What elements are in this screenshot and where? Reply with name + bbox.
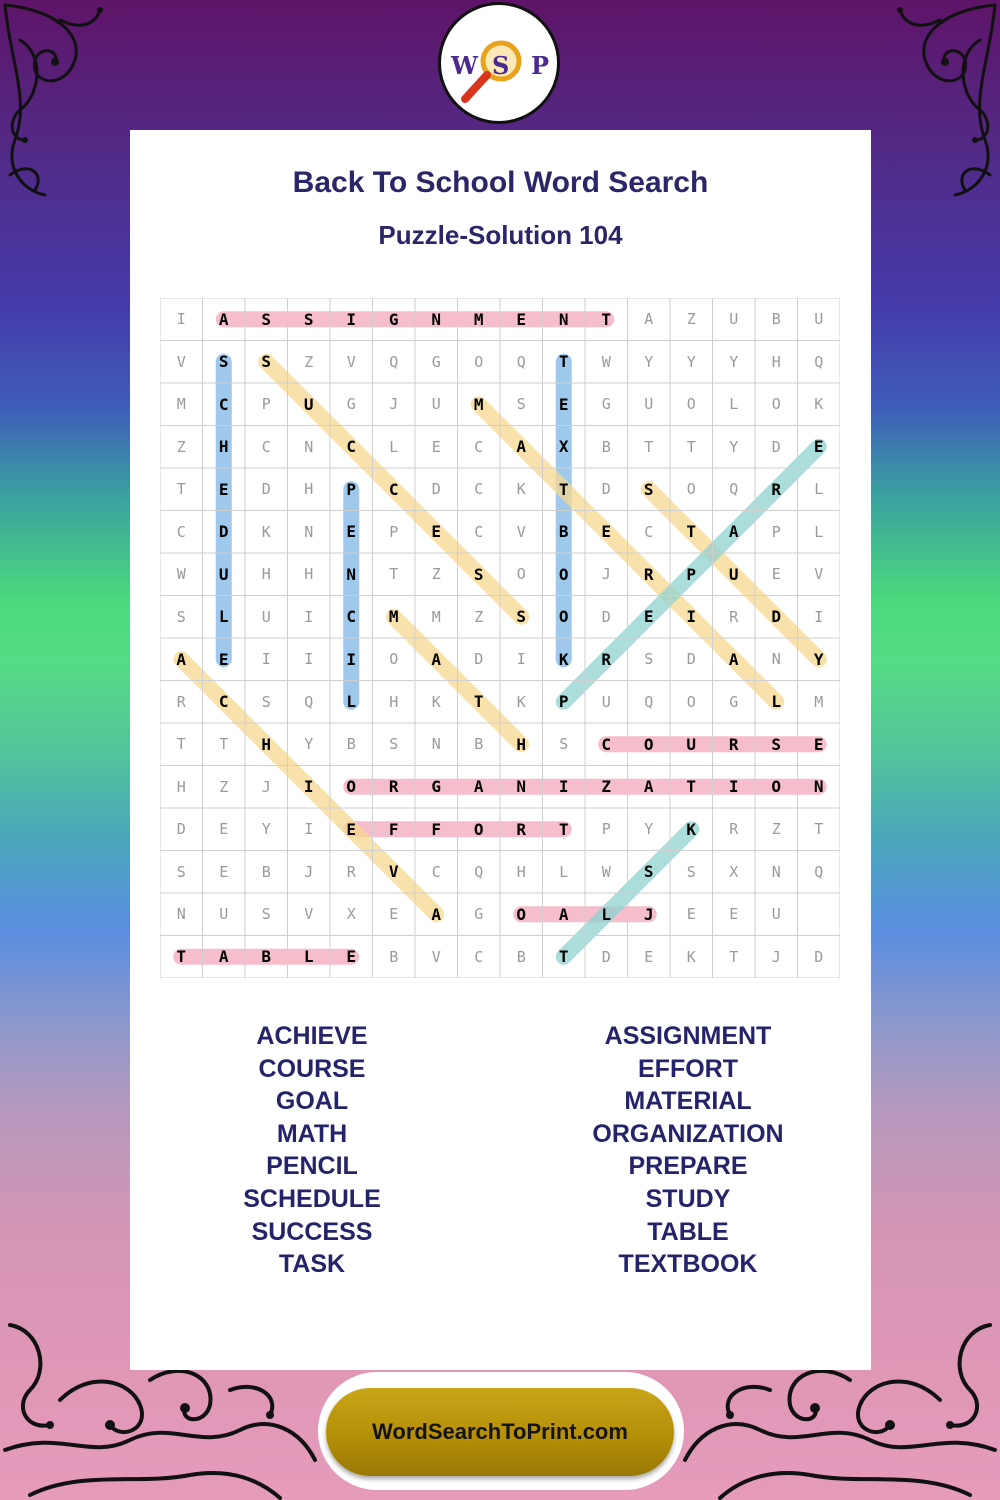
word-list-item: SUCCESS [251,1217,373,1246]
grid-cell[interactable]: D [431,480,441,499]
grid-cell[interactable]: A [473,777,484,797]
grid-cell[interactable]: L [771,692,782,712]
grid-cell[interactable]: C [431,862,441,881]
word-list-item: STUDY [645,1184,731,1213]
grid-cell[interactable]: K [686,947,696,966]
flourish-top-left-icon [0,0,120,210]
grid-cell[interactable]: H [304,480,314,499]
grid-cell[interactable]: P [558,692,569,712]
grid-cell[interactable]: I [304,607,314,626]
grid-cell[interactable]: N [771,650,781,669]
grid-cell[interactable]: H [261,734,272,754]
grid-cell[interactable]: M [431,607,441,626]
grid-cell[interactable]: T [601,309,612,329]
grid-cell[interactable]: M [473,394,484,414]
grid-cell[interactable]: S [176,607,186,626]
grid-cell[interactable]: U [814,310,824,329]
puzzle-title: Back To School Word Search [292,166,709,199]
grid-cell[interactable]: E [601,522,612,542]
grid-cell[interactable]: T [558,819,569,839]
grid-cell[interactable]: N [813,777,824,797]
grid-cell[interactable]: D [474,650,484,669]
grid-cell[interactable]: N [431,735,441,754]
grid-cell[interactable]: T [644,437,654,456]
website-link-button[interactable] [326,1388,674,1476]
grid-cell[interactable]: C [474,522,484,541]
grid-cell[interactable]: E [729,905,739,924]
word-list-item: PREPARE [628,1152,748,1181]
grid-cell[interactable]: U [686,734,697,754]
grid-cell[interactable]: I [728,777,739,797]
grid-cell[interactable]: B [771,310,781,329]
grid-cell[interactable]: A [643,777,654,797]
grid-cell[interactable]: G [431,352,441,371]
grid-cell[interactable]: D [814,947,824,966]
grid-cell[interactable]: I [346,649,357,669]
grid-cell[interactable]: C [474,437,484,456]
grid-cell[interactable]: S [261,309,272,329]
grid-cell[interactable]: U [219,905,229,924]
grid-cell[interactable]: S [686,862,696,881]
grid-cell[interactable]: V [304,905,314,924]
grid-cell[interactable]: N [304,437,314,456]
grid-cell[interactable]: J [389,395,399,414]
grid-cell[interactable]: A [728,522,739,542]
grid-cell[interactable]: D [771,607,782,627]
grid-cell[interactable]: Q [389,352,399,371]
grid-cell[interactable]: C [601,734,612,754]
grid-cell[interactable]: I [304,650,314,669]
word-list-item: ACHIEVE [256,1022,368,1050]
grid-cell[interactable]: S [261,352,272,372]
grid-cell[interactable]: O [686,692,696,711]
grid-cell[interactable]: Z [176,437,186,456]
word-search-grid [160,298,840,978]
grid-cell[interactable]: N [176,905,186,924]
grid-cell[interactable]: K [516,480,526,499]
grid-cell[interactable]: I [558,777,569,797]
word-list-item: EFFORT [638,1054,738,1083]
grid-cell[interactable]: S [303,309,314,329]
grid-cell[interactable]: O [558,564,569,584]
grid-cell[interactable]: I [346,309,357,329]
grid-cell[interactable]: L [346,692,357,712]
grid-cell[interactable]: Z [601,777,612,797]
grid-cell[interactable]: Q [474,862,484,881]
grid-cell[interactable]: Q [814,862,824,881]
grid-cell[interactable]: L [389,437,399,456]
word-list-right [538,1020,838,1281]
grid-cell[interactable]: H [261,565,271,584]
grid-cell[interactable]: N [346,564,357,584]
grid-cell[interactable]: E [813,437,824,457]
logo-letter-w: W [451,51,478,80]
grid-cell[interactable]: V [346,352,356,371]
grid-cell[interactable]: Y [813,649,824,669]
grid-cell[interactable]: O [686,395,696,414]
grid-cell[interactable]: E [558,394,569,414]
grid-cell[interactable]: A [218,947,229,967]
grid-cell[interactable]: D [686,650,696,669]
grid-cell[interactable]: V [388,862,399,882]
grid-cell[interactable]: O [389,650,399,669]
grid-cell[interactable]: K [261,522,271,541]
grid-cell[interactable]: S [559,735,569,754]
flourish-top-right-icon [880,0,1000,210]
grid-cell[interactable]: E [771,565,781,584]
grid-cell[interactable]: E [346,819,357,839]
grid-cell[interactable]: T [686,437,696,456]
grid-cell[interactable]: O [771,777,782,797]
grid-cell[interactable]: P [771,522,781,541]
grid-cell[interactable]: S [644,650,654,669]
grid-cell[interactable]: E [219,862,229,881]
grid-cell[interactable]: Z [431,565,441,584]
grid-cell[interactable]: B [474,735,484,754]
grid-cell[interactable]: P [686,564,697,584]
grid-cell[interactable]: U [261,607,271,626]
grid-cell[interactable]: D [218,522,229,542]
grid-cell[interactable]: I [261,650,271,669]
grid-cell[interactable]: Z [686,310,696,329]
grid-cell[interactable]: R [388,777,399,797]
word-list-item: PENCIL [266,1152,358,1181]
grid-cell[interactable]: Y [686,352,696,371]
grid-cell[interactable]: U [771,905,781,924]
grid-cell[interactable]: L [814,522,824,541]
grid-cell[interactable]: A [516,437,527,457]
grid-cell[interactable]: S [389,735,399,754]
grid-cell[interactable]: T [176,480,186,499]
grid-cell[interactable]: Q [516,352,526,371]
grid-cell[interactable]: H [176,777,186,796]
grid-cell[interactable]: E [389,905,399,924]
grid-cell[interactable]: S [516,395,526,414]
grid-cell[interactable]: Q [814,352,824,371]
grid-cell[interactable]: I [686,607,697,627]
grid-cell[interactable]: G [474,905,484,924]
grid-cell[interactable]: W [601,352,611,371]
grid-cell[interactable]: A [431,649,442,669]
word-list-item: COURSE [258,1054,366,1083]
grid-cell[interactable]: T [729,947,739,966]
grid-cell[interactable]: J [261,777,271,796]
grid-cell[interactable]: M [814,692,824,711]
grid-cell[interactable]: G [431,777,442,797]
grid-cell[interactable]: J [771,947,781,966]
grid-cell[interactable]: X [346,905,356,924]
grid-cell[interactable]: R [771,479,782,499]
grid-cell[interactable]: A [558,904,569,924]
grid-cell[interactable]: R [176,692,186,711]
grid-cell[interactable]: Q [729,480,739,499]
grid-cell[interactable]: E [431,437,441,456]
grid-cell[interactable]: L [814,480,824,499]
grid-cell[interactable]: M [388,607,399,627]
grid-cell[interactable]: T [176,947,187,967]
grid-cell[interactable]: S [218,352,229,372]
grid-cell[interactable]: T [814,820,824,839]
grid-cell[interactable]: O [771,395,781,414]
grid-cell[interactable]: T [686,522,697,542]
grid-cell[interactable]: W [601,862,611,881]
grid-cell[interactable]: L [729,395,739,414]
grid-cell[interactable]: Y [261,820,271,839]
grid-cell[interactable]: U [303,394,314,414]
grid-cell[interactable]: K [431,692,441,711]
grid-cell[interactable]: K [686,819,697,839]
grid-cell[interactable]: B [601,437,611,456]
grid-cell[interactable]: G [388,309,399,329]
grid-cell[interactable]: R [346,862,356,881]
grid-cell[interactable]: R [601,649,612,669]
grid-cell[interactable]: Y [644,352,654,371]
grid-cell[interactable]: S [176,862,186,881]
word-list-item: SCHEDULE [243,1184,381,1213]
grid-cell[interactable]: T [219,735,229,754]
grid-cell[interactable]: F [388,819,399,839]
grid-cell[interactable]: O [558,607,569,627]
grid-cell[interactable]: O [643,734,654,754]
grid-cell[interactable]: J [304,862,314,881]
grid-cell[interactable]: M [473,309,484,329]
grid-cell[interactable]: H [304,565,314,584]
grid-cell[interactable]: R [643,564,654,584]
grid-cell[interactable]: V [814,565,824,584]
grid-cell[interactable]: H [771,352,781,371]
grid-cell[interactable]: C [474,480,484,499]
grid-cell[interactable]: C [644,522,654,541]
grid-cell[interactable]: F [431,819,442,839]
grid-cell[interactable]: U [728,564,739,584]
grid-cell[interactable]: U [431,395,441,414]
grid-cell[interactable]: O [516,904,527,924]
grid-cell[interactable]: Z [219,777,229,796]
grid-cell[interactable]: B [261,947,272,967]
word-list-item: MATERIAL [624,1087,752,1116]
grid-cell[interactable]: R [729,820,739,839]
puzzle-card [130,130,871,1370]
puzzle-subtitle: Puzzle-Solution 104 [378,220,623,250]
grid-cell[interactable]: M [176,395,186,414]
grid-cell[interactable]: R [729,607,739,626]
grid-cell[interactable]: Z [304,352,314,371]
grid-cell[interactable]: P [346,479,357,499]
grid-cell[interactable]: D [771,437,781,456]
grid-cell[interactable]: E [346,522,357,542]
grid-cell[interactable]: B [558,522,569,542]
grid-cell[interactable]: B [346,735,356,754]
site-logo[interactable] [438,2,560,124]
grid-cell[interactable]: N [431,309,442,329]
grid-cell[interactable]: R [516,819,527,839]
grid-cell[interactable]: Q [644,692,654,711]
grid-cell[interactable]: C [474,947,484,966]
grid-cell[interactable]: R [728,734,739,754]
grid-cell[interactable]: O [474,352,484,371]
grid-cell[interactable]: L [601,904,612,924]
grid-cell[interactable]: E [431,522,442,542]
grid-cell[interactable]: L [218,607,229,627]
grid-cell[interactable]: I [303,777,314,797]
grid-cell[interactable]: D [176,820,186,839]
grid-cell[interactable]: U [729,310,739,329]
grid-cell[interactable]: E [346,947,357,967]
grid-cell[interactable]: P [601,820,611,839]
grid-cell[interactable]: G [729,692,739,711]
grid-cell[interactable]: T [389,565,399,584]
grid-cell[interactable]: D [601,480,611,499]
grid-cell[interactable]: E [644,947,654,966]
grid-cell[interactable]: T [176,735,186,754]
logo-letter-s: S [492,51,510,80]
grid-cell[interactable]: K [814,395,824,414]
grid-cell[interactable]: D [261,480,271,499]
word-list-item: TASK [278,1250,346,1279]
grid-cell[interactable]: T [558,947,569,967]
grid-cell[interactable]: H [218,437,229,457]
grid-cell[interactable]: V [431,947,441,966]
grid-cell[interactable]: D [601,607,611,626]
grid-cell[interactable]: A [431,904,442,924]
grid-cell[interactable]: S [473,564,484,584]
grid-cell[interactable]: A [728,649,739,669]
grid-cell[interactable]: X [558,437,569,457]
grid-cell[interactable]: C [261,437,271,456]
grid-cell[interactable]: C [218,394,229,414]
grid-cell[interactable]: T [558,352,569,372]
grid-cell[interactable]: C [218,692,229,712]
grid-cell[interactable]: O [686,480,696,499]
grid-cell[interactable]: S [643,479,654,499]
word-list-item: ASSIGNMENT [604,1022,772,1050]
website-link-label: WordSearchToPrint.com [372,1419,628,1444]
grid-cell[interactable]: S [516,607,527,627]
grid-cell[interactable]: I [814,607,824,626]
grid-cell[interactable]: O [516,565,526,584]
grid-cell[interactable]: G [601,395,611,414]
grid-cell[interactable]: U [644,395,654,414]
grid-cell[interactable]: K [516,692,526,711]
logo-letter-p: P [531,51,550,80]
grid-cell[interactable]: B [261,862,271,881]
grid-cell[interactable]: U [218,564,229,584]
grid-cell[interactable]: Y [729,437,739,456]
grid-cell[interactable]: Q [304,692,314,711]
grid-cell[interactable]: H [389,692,399,711]
grid-cell[interactable]: V [176,352,186,371]
grid-cell[interactable]: W [176,565,186,584]
grid-cell[interactable]: S [643,862,654,882]
grid-cell[interactable]: H [516,862,526,881]
grid-cell[interactable]: T [558,479,569,499]
grid-cell[interactable]: S [771,734,782,754]
word-list-item: GOAL [275,1087,349,1116]
grid-cell[interactable]: D [601,947,611,966]
grid-cell[interactable]: Z [474,607,484,626]
grid-cell[interactable]: B [389,947,399,966]
grid-cell[interactable]: E [219,820,229,839]
grid-cell[interactable]: U [601,692,611,711]
grid-cell[interactable]: S [261,905,271,924]
grid-cell[interactable]: A [176,649,187,669]
grid-cell[interactable]: C [388,479,399,499]
grid-cell[interactable]: I [516,650,526,669]
grid-cell[interactable]: N [771,862,781,881]
grid-cell[interactable]: A [218,309,229,329]
grid-cell[interactable]: I [304,820,314,839]
grid-cell[interactable]: O [473,819,484,839]
grid-cell[interactable]: Y [644,820,654,839]
grid-cell[interactable]: T [686,777,697,797]
grid-cell[interactable]: C [346,607,357,627]
grid-cell[interactable]: J [601,565,611,584]
grid-cell[interactable]: E [813,734,824,754]
grid-cell[interactable]: Y [304,735,314,754]
grid-cell[interactable]: Z [771,820,781,839]
grid-cell[interactable]: X [729,862,739,881]
grid-cell[interactable]: T [473,692,484,712]
grid-cell[interactable]: E [643,607,654,627]
grid-cell[interactable]: L [559,862,569,881]
grid-cell[interactable]: E [218,479,229,499]
grid-cell[interactable]: E [516,309,527,329]
grid-cell[interactable]: O [346,777,357,797]
grid-cell[interactable]: Y [729,352,739,371]
grid-cell[interactable]: N [558,309,569,329]
grid-cell[interactable]: P [261,395,271,414]
word-list-item: TEXTBOOK [618,1250,758,1279]
grid-cell[interactable]: K [558,649,569,669]
grid-cell[interactable]: H [516,734,527,754]
grid-cell[interactable]: N [516,777,527,797]
grid-cell[interactable]: S [261,692,271,711]
grid-cell[interactable]: C [176,522,186,541]
grid-cell[interactable]: L [303,947,314,967]
grid-cell[interactable]: G [346,395,356,414]
grid-cell[interactable]: N [304,522,314,541]
word-list-item: ORGANIZATION [592,1119,784,1148]
grid-cell[interactable]: I [176,310,186,329]
grid-cell[interactable]: B [516,947,526,966]
grid-cell[interactable]: V [516,522,526,541]
grid-cell[interactable]: E [218,649,229,669]
grid-cell[interactable]: P [389,522,399,541]
word-list-item: TABLE [647,1217,729,1246]
grid-cell[interactable]: C [346,437,357,457]
grid-cell[interactable]: E [686,905,696,924]
grid-cell[interactable]: J [643,904,654,924]
word-list-left [162,1020,462,1281]
word-list-item: MATH [276,1119,348,1148]
grid-cell[interactable]: A [644,310,654,329]
